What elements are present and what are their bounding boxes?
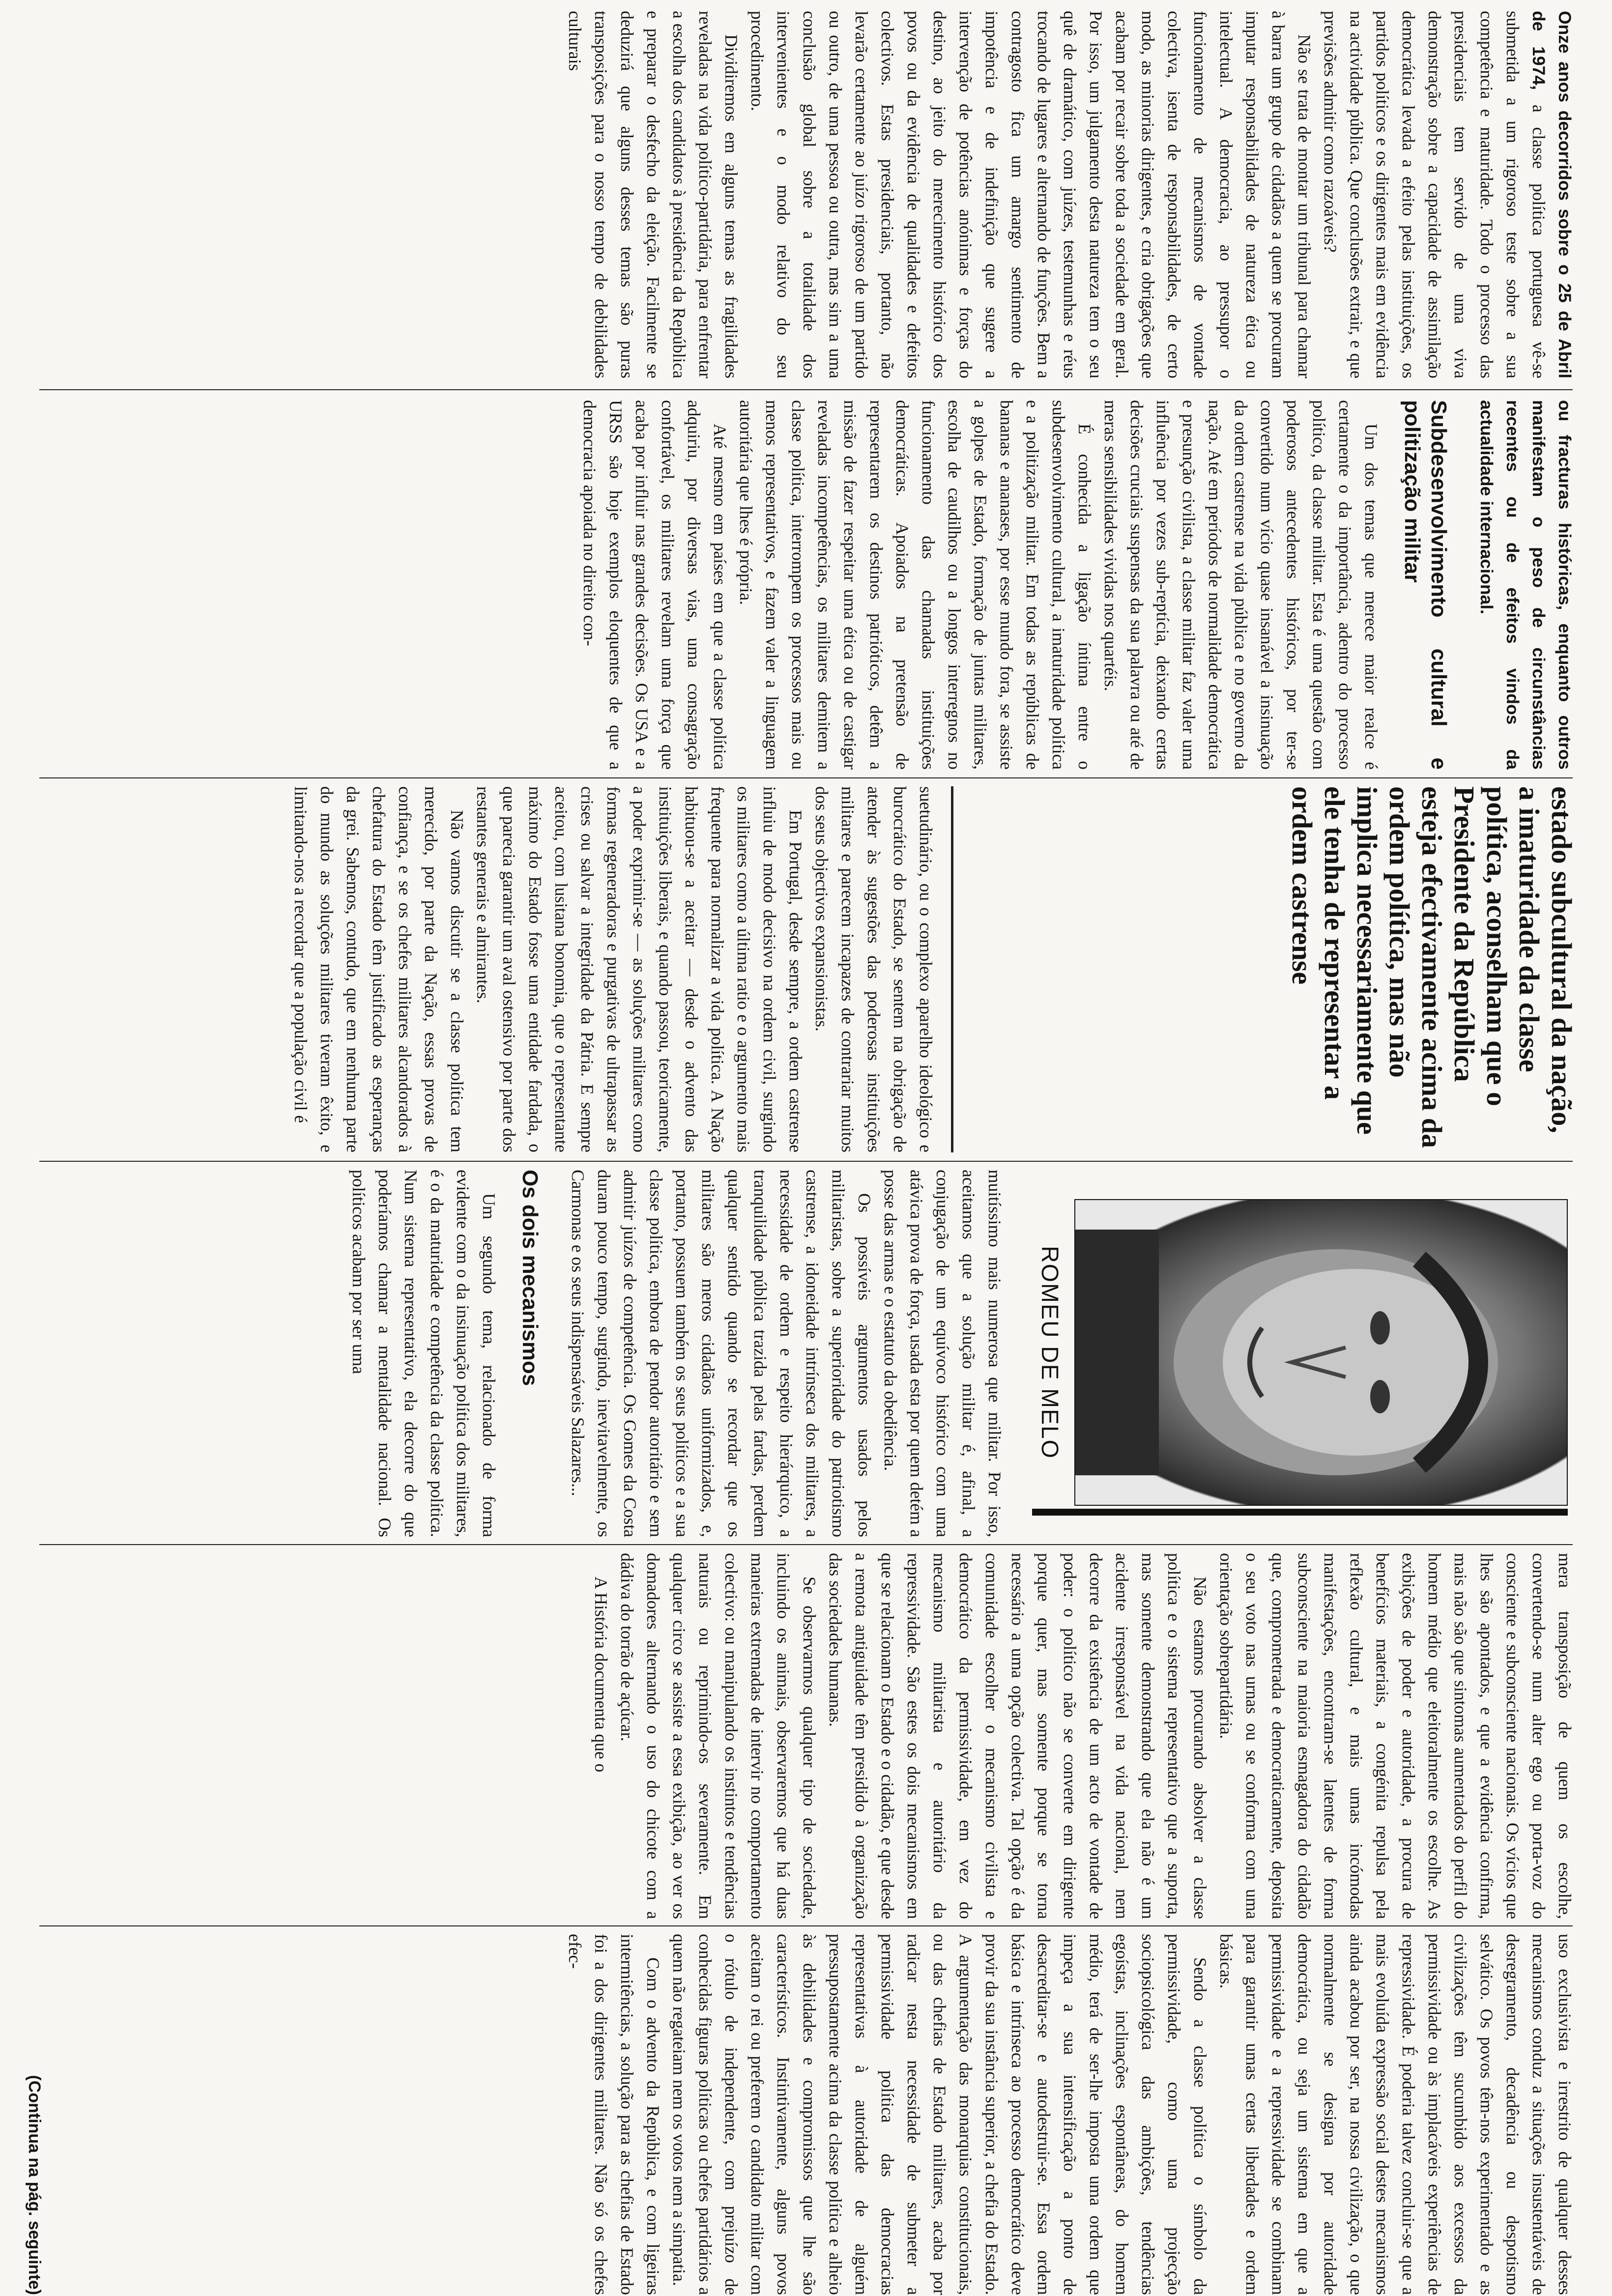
author-photo-box: [1012, 1170, 1578, 1537]
column-divider: [39, 1161, 1573, 1162]
article-paragraph: Não se trata de montar um tribunal para chamar à barra um grupo de cidadãos a quem se procuram imputar responsabilidades de natureza ética ou intelectual. A democracia, ao pressupor o funcionamento de mecanismos de vontade colectiva, isenta de responsabilidades, de certo modo, as minorias dirigentes, e cria obrigações que acabam por recair sobre toda a sociedade em geral. Por isso, um julgamento desta natureza tem o seu quê de dramático, com juízes, testemunhas e réus trocando de lugares e alternando de funções. Bem a contragosto fica um amargo sentimento de impotência e de indefinição que sugere a intervenção de potências anónimas e forças do destino, ao jeito do merecimento histórico dos povos ou da evidência de qualidades e defeitos colectivos. Estas presidenciais, portanto, não levarão certamente ao juízo rigoroso de um partido ou outro, de uma pessoa ou outra, mas sim a uma conclusão global sobre a totalidade dos intervenientes e o modo relativo do seu procedimento.: [748, 11, 1314, 378]
article-paragraph: muitíssimo mais numerosa que militar. Por isso, aceitamos que a solução militar é, afinal, a conjugação de um equívoco histórico com uma atávica prova de força, usada esta por quem detém a posse das armas e o estatuto da obediência.: [881, 1170, 1005, 1537]
article-paragraph: Não estamos procurando absolver a classe política e o sistema representativo que a suporta, mas somente demonstrando que ela não é um acidente irresponsável na vida nacional, nem decorre da existência de um acto de vontade de poder: o político não se converte em dirigente porque quer, mas somente porque se torna necessário a uma opção colectiva. Tal opção é da comunidade escolher o mecanismo civilista e democrático da permissividade, em vez do mecanismo militarista e autoritário da repressividade. São estes os dois mecanismos em que se relacionam o Estado e o cidadão, e que desde a remota antiguidade têm presidido à organização das sociedades humanas.: [826, 1553, 1210, 1919]
article-column-2: [25, 400, 1578, 770]
article-column-1: [25, 11, 1578, 378]
article-paragraph: uso exclusivista e irrestrito de qualquer desses mecanismos conduz a situações insustentáveis de desregramento, decadência ou despotismo selvático. Os povos têm-nos experimentado e as civilizações têm sucumbido aos excessos da permissividade ou às implacáveis experiências de repressividade. É poderia talvez concluir-se que a mais evoluída expressão social destes mecanismos ainda acabou por ser, na nossa civilização, o que normalmente se designa por autoridade democrática, ou seja um sistema em que a permissividade e a repressividade se combinam para garantir umas certas liberdades e ordem básicas.: [1216, 1934, 1575, 2295]
section-heading: Subdesenvolvimento cultural e politização militar: [1400, 400, 1451, 770]
column-divider: [39, 389, 1573, 390]
continued-note: (Continua na pág. seguinte): [25, 2075, 44, 2295]
article-paragraph: Se observarmos qualquer tipo de sociedade, incluindo os animais, observaremos que há duas maneiras extremadas de intervir no comportamento colectivo: ou manipulando os instintos e tendências naturais ou reprimindo-os severamente. Em qualquer circo se assiste a essa exibição, ao ver os domadores alternando o uso do chicote com a dádiva do torrão de açúcar.: [617, 1553, 819, 1919]
pull-quote-text: estado subcultural da nação, a imaturidade da classe política, aconselham que o Presidente da República esteja efectivamente acima da ordem política, mas não implica necessariamente que ele tenha de representar a ordem castrense: [1286, 786, 1578, 1148]
quote-rule: [951, 786, 953, 1152]
article-column-5: [25, 1553, 1578, 1919]
article-column-4: [25, 1170, 1008, 1537]
pull-quote: [939, 786, 1578, 1152]
article-paragraph: Um segundo tema, relacionado de forma evidente com o da insinuação política dos militares, é o da maturidade e competência da classe política. Num sistema representativo, ela decorre do que poderíamos chamar a mentalidade nacional. Os políticos acabam por ser uma: [349, 1170, 499, 1537]
article-paragraph: Não vamos discutir se a classe política tem merecido, por parte da Nação, essas provas de confiança, e se os chefes militares alcandorados à chefatura do Estado têm justificado as esperanças da grei. Sabemos, contudo, que em nenhuma parte do mundo as soluções militares tiveram êxito, e limitando-nos a recordar que a população civil é: [291, 786, 467, 1152]
article-paragraph: Os possíveis argumentos usados pelos militaristas, sobre a superioridade do patriotismo castrense, a idoneidade intrínseca dos militares, a necessidade de ordem e respeito hierárquico, a tranquilidade pública trazida pelas fardas, perdem qualquer sentido quando se recordar que os militares são meros cidadãos uniformizados, e, portanto, possuem também os seus políticos e a sua classe política, embora de pendor autoritário e sem admitir juízos de competência. Os Gomes da Costa duram pouco tempo, surgindo, inevitavelmente, os Carmonas e os seus indispensáveis Salazares...: [568, 1170, 874, 1537]
article-column-3: [25, 786, 939, 1152]
article-paragraph: Até mesmo em países em que a classe política adquiriu, por diversas vias, uma consagração confortável, os militares revelam uma força que acaba por influir nas grandes decisões. Os USA e a URSS são hoje exemplos eloquentes de que a democracia apoiada no direito con-: [580, 400, 730, 770]
article-paragraph: A História documenta que o: [591, 1577, 611, 1773]
section-heading: Os dois mecanismos: [518, 1170, 542, 1386]
column-divider: [39, 777, 1573, 778]
article-paragraph: Em Portugal, desde sempre, a ordem castrense influiu de modo decisivo na ordem civil, surgindo os militares como a última ratio e o argumento mais frequente para normalizar a vida política. A Nação habituou-se a aceitar — desde o advento das instituições liberais, e quando passou, teoricamente, a poder exprimir-se — as soluções militares como formas regeneradoras e purgativas de ultrapassar as crises ou salvar a integridade da Pátria. E sempre aceitou, com lusitana bonomia, que o representante máximo do Estado fosse uma entidade fardada, o que parecia garantir um aval ostensivo por parte dos restantes generais e almirantes.: [473, 786, 806, 1152]
article-paragraph: Sendo a classe política o símbolo da permissividade, como uma projecção sociopsicológica das ambições, tendências egoístas, inclinações espontâneas, do homem médio, terá de ser-lhe imposta uma ordem que impeça a sua intensificação a ponto de desacreditar-se e autodestruir-se. Essa ordem básica e intrínseca ao processo democrático deve provir da sua instância superior, a chefia do Estado. A argumentação das monarquias constitucionais, ou das chefias de Estado militares, acaba por radicar nesta necessidade de submeter a permissividade política das democracias representativas à autoridade de alguém pressupostamente acima da classe política e alheio às debilidades e compromissos que lhe são característicos. Instintivamente, alguns povos aceitam o rei ou preferem o candidato militar com o rótulo de independente, com prejuízo de conhecidas figuras políticas ou chefes partidários a quem não regateiam nem os votos nem a simpatia.: [669, 1934, 1210, 2295]
byline-bar: [1032, 1509, 1568, 1516]
article-lead-in: Onze anos decorridos sobre o 25 de Abril de 1974,: [1529, 11, 1575, 378]
article-paragraph-text: a classe política portuguesa vê-se submetida a um rigoroso teste sobre a sua competência e maturidade. Todo o processo das presidenciais tem servido de uma viva demonstração sobre a capacidade de assimilação democrática levada a efeito pelas instituições, os partidos políticos e os dirigentes mais em evidência na actividade pública. Que conclusões extrair, e que previsões admitir como razoáveis?: [1321, 11, 1549, 378]
article-paragraph: Dividiremos em alguns temas as fragilidades reveladas na vida político-partidária, para enfrentar a escolha dos candidatos à presidência da República e preparar o desfecho da eleição. Facilmente se deduzirá que alguns desses temas são puras transposições para o nosso tempo de debilidades culturais: [565, 11, 741, 378]
article-paragraph: Um dos temas que merece maior realce é certamente o da importância, adentro do processo político, da classe militar. Esta é uma questão com poderosos antecedentes históricos, por ter-se convertido num vício quase insanável a insinuação da ordem castrense na vida pública e no governo da nação. Até em períodos de normalidade democrática e presunção civilista, a classe militar faz valer uma influência por vezes sub-reptícia, deixando certas decisões cruciais suspensas da sua palavra ou até de meras sensibilidades vividas nos quartéis.: [1101, 400, 1381, 770]
article-paragraph: Com o advento da República, e com ligeiras intermitências, a solução para as chefias de Estado foi a dos dirigentes militares. Não só os chefes efec-: [565, 1934, 663, 2295]
article-paragraph: suetudinário, ou o complexo aparelho ideológico e burocrático do Estado, se sentem na obrigação de atender às sugestões das poderosas instituições militares e parecem incapazes de contrariar muitos dos seus objectivos expansionistas.: [812, 786, 936, 1152]
author-portrait: [1074, 1199, 1568, 1506]
column-divider: [39, 1544, 1573, 1545]
article-paragraph: É conhecida a ligação íntima entre o subdesenvolvimento cultural, a imaturidade política e a politização militar. Em todas as repúblicas de bananas e ananases, por esse mundo fora, se assiste a golpes de Estado, formação de juntas militares, escolha de caudilhos ou a longos interregnos no funcionamento das chamadas instituições democráticas. Apoiados na pretensão de representarem os destinos patrióticos, detêm a missão de fazer respeitar uma ética ou de castigar reveladas incompetências, os militares demitem a classe política, interrompem os processos mais ou menos representativos, e fazem valer a linguagem autoritária que lhes é própria.: [736, 400, 1094, 770]
author-byline: ROMEU DE MELO: [1036, 1245, 1063, 1460]
article-paragraph: ou fracturas históricas, enquanto outros manifestam o peso de circunstâncias recentes ou de efeitos vindos da actualidade internacional.: [1477, 400, 1575, 770]
article-paragraph: [1317, 11, 1578, 378]
article-paragraph: mera transposição de quem os escolhe, convertendo-se num alter ego ou porta-voz do consciente e subconsciente nacionais. Os vícios que lhes são apontados, e que a evidência confirma, mais não são que sintomas aumentados do perfil do homem médio que eleitoralmente os escolhe. As exibições de poder e autoridade, a procura de benefícios materiais, a congénita repulsa pela reflexão cultural, e mais umas incómodas manifestações, encontram-se latentes de forma subconsciente na maioria esmagadora do cidadão que, comprometrada e democraticamente, deposita o seu voto nas urnas ou se conforma com uma orientação sobrepartidária.: [1216, 1553, 1575, 1919]
column-divider: [39, 1925, 1573, 1926]
article-column-6: [54, 1934, 1578, 2295]
